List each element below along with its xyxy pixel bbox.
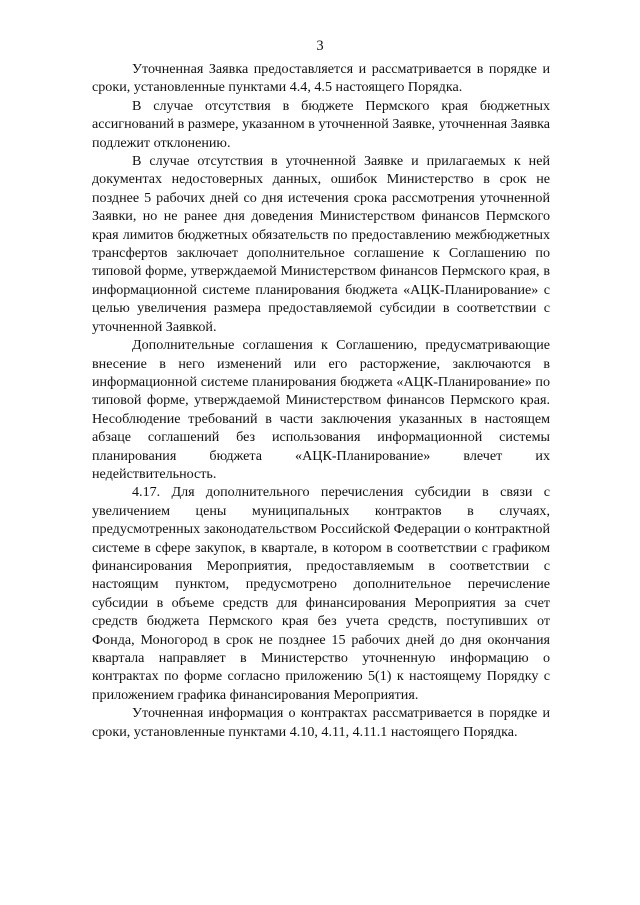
paragraph-application-rejection: В случае отсутствия в бюджете Пермского края бюджетных ассигнований в размере, указанном в уточненной Заявке, уточненная Заявка подлежит отклонению. (92, 97, 550, 151)
paragraph-additional-agreements-terms: Дополнительные соглашения к Соглашению, предусматривающие внесение в него изменений или его расторжение, заключаются в информационной системе планирования бюджета «АЦК-Планирование» по типовой форме, утверждаемой Министерством финансов Пермского края. Несоблюдение требований в части заключения указанных в настоящем абзаце соглашений без использования информационной системы планирования бюджета «АЦК-Планирование» влечет их недействительность. (92, 337, 550, 482)
paragraph-additional-agreement-conclusion: В случае отсутствия в уточненной Заявке и прилагаемых к ней документах недостоверных данных, ошибок Министерство в срок не позднее 5 рабочих дней со дня истечения срока рассмотрения уточненной Заявки, но не ранее дня доведения Министерством финансов Пермского края лимитов бюджетных обязательств по предоставлению межбюджетных трансфертов заключает дополнительное соглашение к Соглашению по типовой форме, утверждаемой Министерством финансов Пермского края, в информационной системе планирования бюджета «АЦК-Планирование» с целью увеличения размера предоставляемой субсидии в соответствии с уточненной Заявкой. (92, 153, 550, 335)
paragraph-contract-info-review: Уточненная информация о контрактах рассматривается в порядке и сроки, установленные пунктами 4.10, 4.11, 4.11.1 настоящего Порядка. (92, 705, 550, 740)
paragraph-clarified-application-review: Уточненная Заявка предоставляется и рассматривается в порядке и сроки, установленные пунктами 4.4, 4.5 настоящего Порядка. (92, 61, 550, 96)
document-body (92, 60, 550, 741)
paragraph-clause-4-17: 4.17. Для дополнительного перечисления субсидии в связи с увеличением цены муниципальных контрактов в случаях, предусмотренных законодательством Российской Федерации о контрактной системе в сфере закупок, в квартале, в котором в соответствии с графиком финансирования Мероприятия, предоставляемым в соответствии с настоящим пунктом, предусмотрено дополнительное перечисление субсидии в объеме средств для финансирования Мероприятия за счет средств бюджета Пермского края без учета средств, поступивших от Фонда, Моногород в срок не позднее 15 рабочих дней до дня окончания квартала направляет в Министерство уточненную информацию о контрактах по форме согласно приложению 5(1) к настоящему Порядку с приложением графика финансирования Мероприятия. (92, 484, 550, 703)
page-number: 3 (316, 38, 324, 54)
